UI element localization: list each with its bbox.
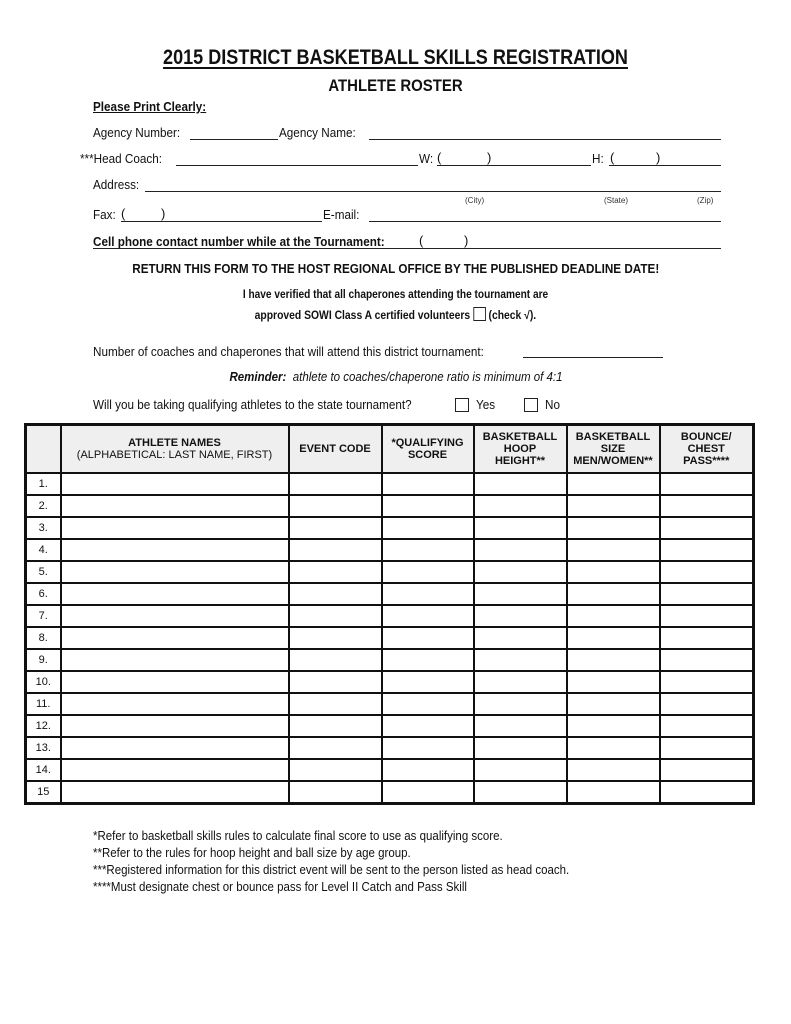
event-code-cell[interactable] [289,561,382,583]
qualifying-score-cell[interactable] [382,649,474,671]
no-label: No [545,397,560,412]
agency-number-label: Agency Number: [93,125,181,140]
ball-size-cell[interactable] [567,583,660,605]
address-field[interactable] [145,191,721,192]
qualifying-score-cell[interactable] [382,737,474,759]
fax-close-paren: ) [161,206,166,221]
hoop-height-cell[interactable] [474,715,567,737]
hoop-height-cell[interactable] [474,495,567,517]
qualifying-score-cell[interactable] [382,539,474,561]
header-athlete-names [61,425,289,474]
hoop-height-cell[interactable] [474,561,567,583]
qualifying-score-cell[interactable] [382,627,474,649]
athlete-name-cell[interactable] [61,605,289,627]
footnote-3: ***Registered information for this district event will be sent to the person listed as head coach. [93,863,570,877]
pass-type-cell[interactable] [660,583,754,605]
pass-type-cell[interactable] [660,605,754,627]
event-code-cell[interactable] [289,517,382,539]
home-phone-field[interactable] [609,165,721,166]
hoop-height-cell[interactable] [474,583,567,605]
event-code-cell[interactable] [289,781,382,804]
cell-close-paren: ) [464,233,469,248]
state-caption: (State) [604,196,629,205]
ball-size-cell[interactable] [567,649,660,671]
row-number: 6. [26,583,61,605]
header-pass-type: BOUNCE/ CHEST PASS**** [660,425,754,474]
qualifying-score-cell[interactable] [382,693,474,715]
coach-count-field[interactable] [523,357,663,358]
qualifying-score-cell[interactable] [382,495,474,517]
cell-phone-field[interactable] [93,248,721,249]
ball-size-cell[interactable] [567,715,660,737]
athlete-name-cell[interactable] [61,517,289,539]
return-form-notice [0,261,791,276]
pass-type-cell[interactable] [660,737,754,759]
home-phone-label: H: [592,151,604,166]
ball-size-cell[interactable] [567,693,660,715]
pass-type-cell[interactable] [660,517,754,539]
page-title: 2015 DISTRICT BASKETBALL SKILLS REGISTRATION [163,46,628,69]
row-number: 4. [26,539,61,561]
row-number: 1. [26,473,61,495]
header-athlete-names-sub: (ALPHABETICAL: LAST NAME, FIRST) [76,449,273,461]
event-code-cell[interactable] [289,473,382,495]
header-hoop-height: BASKETBALL HOOP HEIGHT** [474,425,567,474]
ball-size-cell[interactable] [567,781,660,804]
event-code-cell[interactable] [289,539,382,561]
hoop-height-cell[interactable] [474,473,567,495]
pass-type-cell[interactable] [660,781,754,804]
row-number: 3. [26,517,61,539]
pass-type-cell[interactable] [660,649,754,671]
table-row [26,495,754,517]
athlete-name-cell[interactable] [61,561,289,583]
reminder-text: athlete to coaches/chaperone ratio is minimum of 4:1 [292,370,563,384]
table-row [26,517,754,539]
table-header-row [26,425,754,474]
qualifying-score-cell[interactable] [382,583,474,605]
header-athlete-names-main: ATHLETE NAMES [128,437,221,449]
event-code-cell[interactable] [289,605,382,627]
table-row [26,561,754,583]
table-row [26,649,754,671]
pass-type-cell[interactable] [660,759,754,781]
table-row [26,473,754,495]
fax-field[interactable] [121,221,322,222]
head-coach-field[interactable] [176,165,418,166]
footnote-2: **Refer to the rules for hoop height and ball size by age group. [93,846,411,860]
row-number: 12. [26,715,61,737]
qualifying-score-cell[interactable] [382,605,474,627]
footnote-1: *Refer to basketball skills rules to calculate final score to use as qualifying score. [93,829,503,843]
athlete-name-cell[interactable] [61,715,289,737]
table-row [26,605,754,627]
event-code-cell[interactable] [289,583,382,605]
hoop-height-cell[interactable] [474,627,567,649]
agency-name-field[interactable] [369,139,721,140]
footnote-4: ****Must designate chest or bounce pass for Level II Catch and Pass Skill [93,880,467,894]
state-yes-checkbox[interactable] [455,398,469,412]
row-number: 13. [26,737,61,759]
athlete-name-cell[interactable] [61,583,289,605]
work-phone-close-paren: ) [487,150,492,165]
event-code-cell[interactable] [289,627,382,649]
email-field[interactable] [369,221,721,222]
header-row-number [26,425,61,474]
event-code-cell[interactable] [289,495,382,517]
event-code-cell[interactable] [289,671,382,693]
row-number: 8. [26,627,61,649]
ball-size-cell[interactable] [567,539,660,561]
agency-name-label: Agency Name: [279,125,356,140]
table-row [26,715,754,737]
qualifying-score-cell[interactable] [382,473,474,495]
hoop-height-cell[interactable] [474,693,567,715]
verify-line-2 [0,307,791,322]
athlete-name-cell[interactable] [61,649,289,671]
qualifying-score-cell[interactable] [382,517,474,539]
ball-size-cell[interactable] [567,473,660,495]
fax-open-paren: ( [121,206,126,221]
sowi-verified-checkbox[interactable] [473,307,486,321]
row-number: 2. [26,495,61,517]
event-code-cell[interactable] [289,693,382,715]
row-number: 9. [26,649,61,671]
ball-size-cell[interactable] [567,561,660,583]
ball-size-cell[interactable] [567,605,660,627]
event-code-cell[interactable] [289,737,382,759]
work-phone-label: W: [419,151,434,166]
fax-label: Fax: [93,207,116,222]
page-subtitle: ATHLETE ROSTER [328,76,463,95]
pass-type-cell[interactable] [660,495,754,517]
athlete-name-cell[interactable] [61,781,289,804]
athlete-name-cell[interactable] [61,627,289,649]
pass-type-cell[interactable] [660,473,754,495]
hoop-height-cell[interactable] [474,517,567,539]
pass-type-cell[interactable] [660,715,754,737]
home-phone-close-paren: ) [656,150,661,165]
verify-line-1 [0,289,791,301]
city-caption: (City) [465,196,485,205]
check-instruction: (check √). [488,310,537,322]
coach-count-label: Number of coaches and chaperones that will attend this district tournament: [93,344,484,359]
hoop-height-cell[interactable] [474,605,567,627]
cell-phone-label: Cell phone contact number while at the Tournament: [93,234,385,249]
reminder [0,370,791,384]
print-clearly-note: Please Print Clearly: [93,99,207,114]
header-event-code: EVENT CODE [289,425,382,474]
pass-type-cell[interactable] [660,671,754,693]
athlete-name-cell[interactable] [61,671,289,693]
event-code-cell[interactable] [289,649,382,671]
row-number: 11. [26,693,61,715]
table-row [26,627,754,649]
ball-size-cell[interactable] [567,495,660,517]
ball-size-cell[interactable] [567,737,660,759]
athlete-name-cell[interactable] [61,473,289,495]
return-form-text: RETURN THIS FORM TO THE HOST REGIONAL OFFICE BY THE PUBLISHED DEADLINE DATE! [132,261,659,276]
home-phone-open-paren: ( [610,150,615,165]
athlete-roster-table [24,423,755,805]
verify-line-2-text: approved SOWI Class A certified volunteers [254,310,471,322]
table-row [26,737,754,759]
agency-number-field[interactable] [190,139,278,140]
yes-label: Yes [476,397,496,412]
qualifying-score-cell[interactable] [382,781,474,804]
pass-type-cell[interactable] [660,693,754,715]
table-row [26,671,754,693]
state-question: Will you be taking qualifying athletes to the state tournament? [93,397,412,412]
work-phone-open-paren: ( [437,150,442,165]
table-row [26,759,754,781]
table-row [26,539,754,561]
header-qualifying-score: *QUALIFYING SCORE [382,425,474,474]
verify-line-1-text: I have verified that all chaperones attending the tournament are [242,289,549,301]
pass-type-cell[interactable] [660,539,754,561]
table-row [26,781,754,804]
athlete-name-cell[interactable] [61,539,289,561]
hoop-height-cell[interactable] [474,781,567,804]
ball-size-cell[interactable] [567,517,660,539]
hoop-height-cell[interactable] [474,671,567,693]
ball-size-cell[interactable] [567,627,660,649]
table-row [26,583,754,605]
work-phone-field[interactable] [437,165,591,166]
row-number: 7. [26,605,61,627]
athlete-name-cell[interactable] [61,495,289,517]
athlete-name-cell[interactable] [61,737,289,759]
pass-type-cell[interactable] [660,627,754,649]
row-number: 15 [26,781,61,804]
hoop-height-cell[interactable] [474,737,567,759]
hoop-height-cell[interactable] [474,759,567,781]
state-no-checkbox[interactable] [524,398,538,412]
qualifying-score-cell[interactable] [382,561,474,583]
head-coach-label: ***Head Coach: [80,151,162,166]
event-code-cell[interactable] [289,759,382,781]
hoop-height-cell[interactable] [474,539,567,561]
reminder-label: Reminder: [228,370,286,384]
qualifying-score-cell[interactable] [382,715,474,737]
ball-size-cell[interactable] [567,671,660,693]
athlete-name-cell[interactable] [61,759,289,781]
address-label: Address: [93,177,140,192]
header-ball-size: BASKETBALL SIZE MEN/WOMEN** [567,425,660,474]
row-number: 5. [26,561,61,583]
pass-type-cell[interactable] [660,561,754,583]
zip-caption: (Zip) [697,196,714,205]
athlete-name-cell[interactable] [61,693,289,715]
cell-open-paren: ( [419,233,424,248]
table-row [26,693,754,715]
qualifying-score-cell[interactable] [382,671,474,693]
email-label: E-mail: [323,207,360,222]
ball-size-cell[interactable] [567,759,660,781]
row-number: 10. [26,671,61,693]
hoop-height-cell[interactable] [474,649,567,671]
qualifying-score-cell[interactable] [382,759,474,781]
event-code-cell[interactable] [289,715,382,737]
row-number: 14. [26,759,61,781]
